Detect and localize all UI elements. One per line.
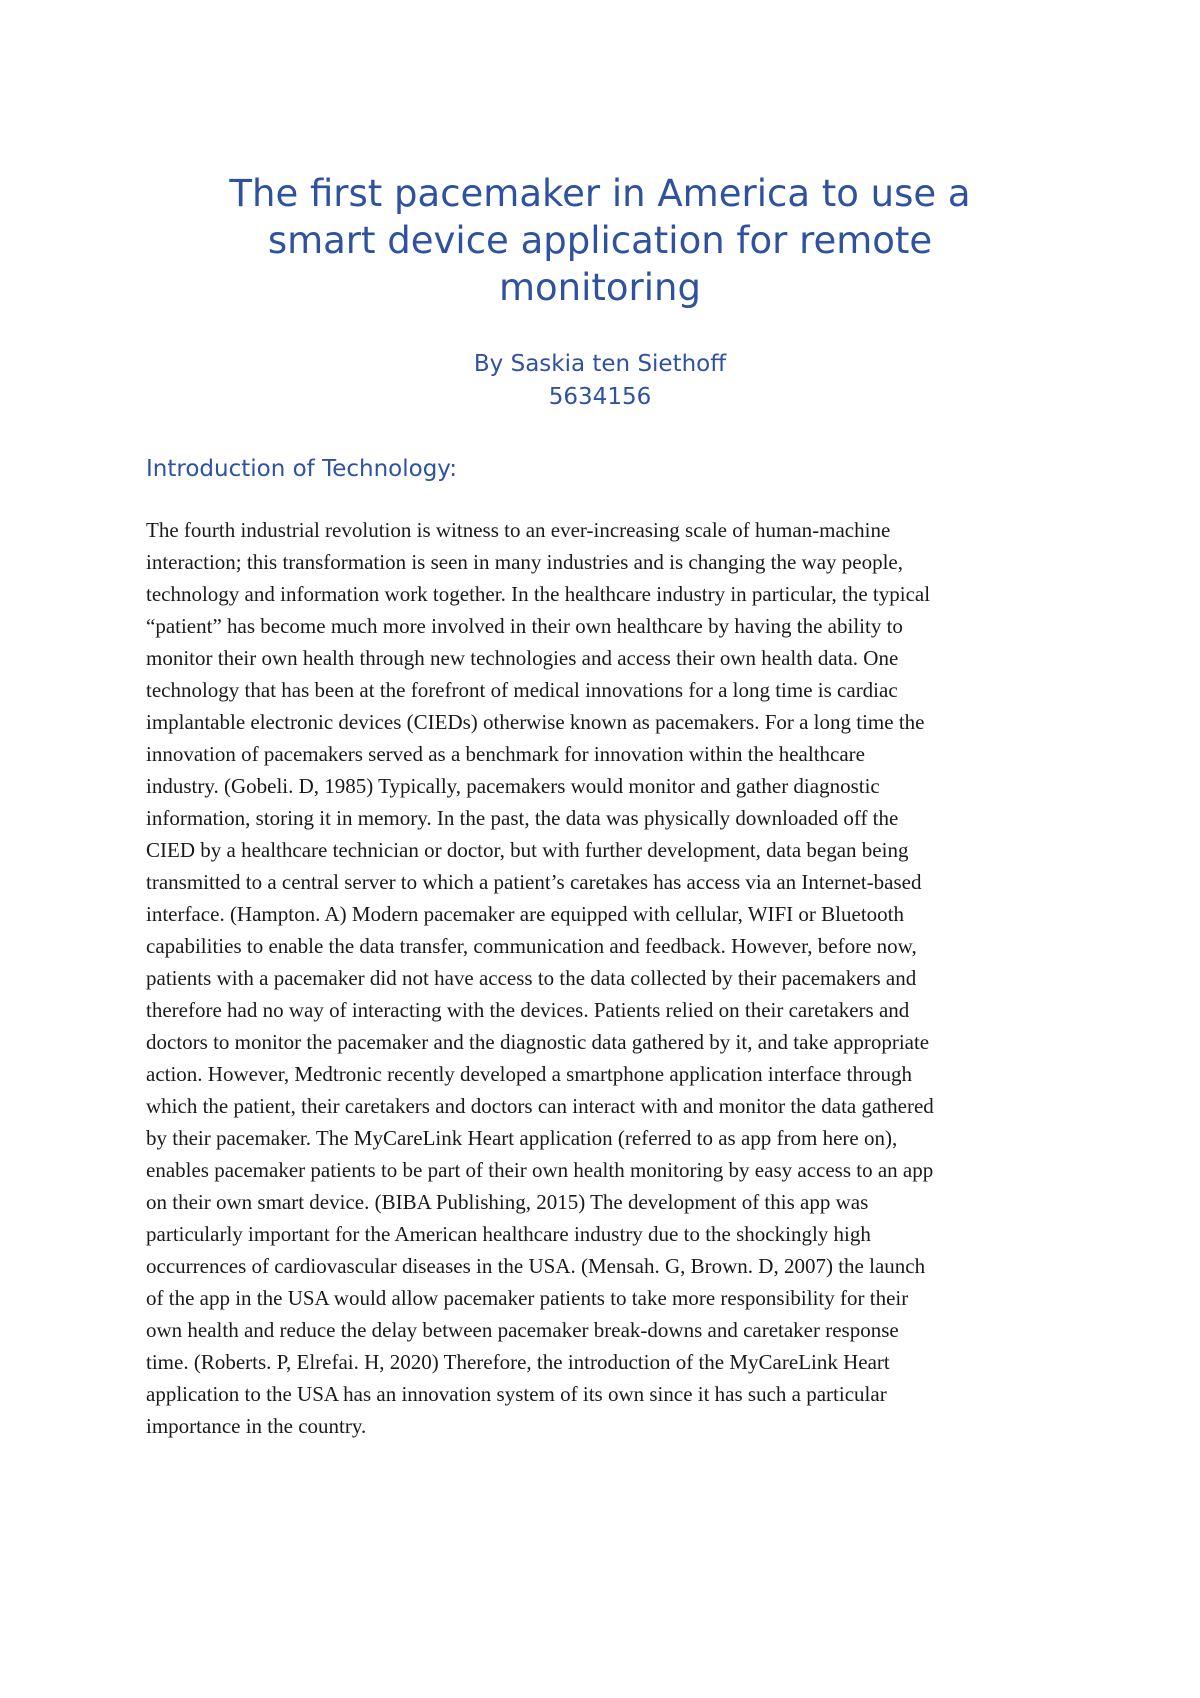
body-line: monitor their own health through new technologies and access their own health data. One xyxy=(146,646,899,670)
title-line: monitoring xyxy=(499,266,701,309)
body-line: technology and information work together. In the healthcare industry in particular, the typical xyxy=(146,582,931,606)
body-line: The fourth industrial revolution is witness to an ever-increasing scale of human-machine xyxy=(146,518,891,542)
body-line: enables pacemaker patients to be part of their own health monitoring by easy access to an app xyxy=(146,1158,934,1182)
body-line: implantable electronic devices (CIEDs) otherwise known as pacemakers. For a long time the xyxy=(146,710,925,734)
body-line: patients with a pacemaker did not have access to the data collected by their pacemakers and xyxy=(146,966,917,990)
body-line: which the patient, their caretakers and doctors can interact with and monitor the data gathered xyxy=(146,1094,934,1118)
body-line: interface. (Hampton. A) Modern pacemaker are equipped with cellular, WIFI or Bluetooth xyxy=(146,902,904,926)
body-paragraph xyxy=(146,514,1086,1442)
author-block xyxy=(140,348,1060,414)
document-title xyxy=(140,170,1060,311)
body-line: occurrences of cardiovascular diseases in the USA. (Mensah. G, Brown. D, 2007) the launch xyxy=(146,1254,926,1278)
body-line: “patient” has become much more involved in their own healthcare by having the ability to xyxy=(146,614,903,638)
student-number: 5634156 xyxy=(548,384,652,410)
body-line: capabilities to enable the data transfer, communication and feedback. However, before now, xyxy=(146,934,917,958)
body-line: industry. (Gobeli. D, 1985) Typically, pacemakers would monitor and gather diagnostic xyxy=(146,774,880,798)
body-line: by their pacemaker. The MyCareLink Heart application (referred to as app from here on), xyxy=(146,1126,898,1150)
body-line: action. However, Medtronic recently developed a smartphone application interface through xyxy=(146,1062,912,1086)
body-line: importance in the country. xyxy=(146,1414,367,1438)
body-line: application to the USA has an innovation system of its own since it has such a particular xyxy=(146,1382,887,1406)
body-line: therefore had no way of interacting with the devices. Patients relied on their caretakers and xyxy=(146,998,910,1022)
body-line: innovation of pacemakers served as a benchmark for innovation within the healthcare xyxy=(146,742,865,766)
title-line: smart device application for remote xyxy=(267,219,933,262)
body-line: technology that has been at the forefront of medical innovations for a long time is cardiac xyxy=(146,678,898,702)
body-line: transmitted to a central server to which a patient’s caretakes has access via an Internet-based xyxy=(146,870,922,894)
body-line: particularly important for the American healthcare industry due to the shockingly high xyxy=(146,1222,871,1246)
body-line: time. (Roberts. P, Elrefai. H, 2020) Therefore, the introduction of the MyCareLink Heart xyxy=(146,1350,890,1374)
body-line: information, storing it in memory. In the past, the data was physically downloaded off the xyxy=(146,806,899,830)
section-heading: Introduction of Technology: xyxy=(146,456,457,482)
body-line: of the app in the USA would allow pacemaker patients to take more responsibility for their xyxy=(146,1286,909,1310)
body-line: CIED by a healthcare technician or doctor, but with further development, data began being xyxy=(146,838,909,862)
body-line: own health and reduce the delay between pacemaker break-downs and caretaker response xyxy=(146,1318,899,1342)
body-line: interaction; this transformation is seen in many industries and is changing the way people, xyxy=(146,550,903,574)
author-name: By Saskia ten Siethoff xyxy=(473,351,727,377)
body-line: doctors to monitor the pacemaker and the diagnostic data gathered by it, and take appropriate xyxy=(146,1030,930,1054)
body-line: on their own smart device. (BIBA Publishing, 2015) The development of this app was xyxy=(146,1190,869,1214)
title-line: The first pacemaker in America to use a xyxy=(229,172,971,215)
